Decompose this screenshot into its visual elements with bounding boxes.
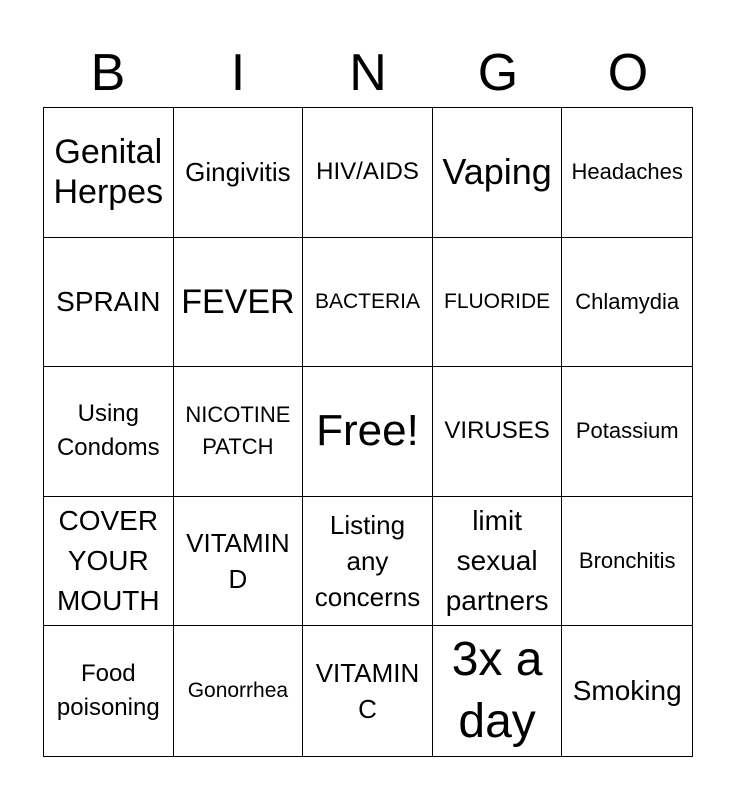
bingo-cell[interactable] <box>562 367 692 497</box>
bingo-cell[interactable] <box>44 367 174 497</box>
cell-text: limit sexual partners <box>445 505 549 617</box>
cell-text: COVER YOUR MOUTH <box>56 505 160 617</box>
bingo-cell[interactable] <box>433 238 563 368</box>
cell-text: Potassium <box>575 418 679 444</box>
bingo-cell[interactable] <box>174 108 304 238</box>
bingo-cell[interactable] <box>433 367 563 497</box>
bingo-cell[interactable] <box>433 497 563 627</box>
bingo-cell[interactable] <box>44 626 174 756</box>
cell-text: VITAMIN D <box>186 528 290 595</box>
bingo-board <box>43 107 693 757</box>
bingo-cell[interactable] <box>44 238 174 368</box>
free-space-text: Free! <box>316 406 419 456</box>
bingo-cell[interactable] <box>303 238 433 368</box>
bingo-cell[interactable] <box>44 108 174 238</box>
cell-text: Using Condoms <box>56 400 160 462</box>
bingo-cell[interactable] <box>433 108 563 238</box>
cell-text: NICOTINE PATCH <box>185 402 291 460</box>
header-letter-n: N <box>349 44 387 102</box>
bingo-cell[interactable] <box>174 238 304 368</box>
bingo-cell[interactable] <box>562 497 692 627</box>
cell-text: Food poisoning <box>56 660 160 722</box>
cell-text: FLUORIDE <box>444 289 551 313</box>
header-letter-i: I <box>230 44 246 102</box>
bingo-cell[interactable] <box>44 497 174 627</box>
cell-text: Smoking <box>572 675 682 707</box>
bingo-cell[interactable] <box>562 108 692 238</box>
bingo-cell[interactable] <box>433 626 563 756</box>
cell-text: BACTERIA <box>314 289 420 313</box>
cell-text: VIRUSES <box>444 417 550 445</box>
cell-text: Gingivitis <box>185 157 291 188</box>
cell-text: Headaches <box>571 159 683 185</box>
bingo-cell[interactable] <box>303 626 433 756</box>
bingo-cell[interactable] <box>174 367 304 497</box>
cell-text: 3x a day <box>451 633 543 749</box>
bingo-header <box>43 40 693 106</box>
header-letter-g: G <box>477 44 519 102</box>
bingo-cell[interactable] <box>174 497 304 627</box>
bingo-cell[interactable] <box>174 626 304 756</box>
cell-text: FEVER <box>181 282 295 321</box>
bingo-cell free-space[interactable] <box>303 367 433 497</box>
bingo-cell[interactable] <box>562 238 692 368</box>
bingo-cell[interactable] <box>562 626 692 756</box>
cell-text: Genital Herpes <box>53 133 164 212</box>
cell-text: Chlamydia <box>575 288 680 314</box>
header-letter-b: B <box>90 44 126 102</box>
header-letter-o: O <box>607 44 649 102</box>
cell-text: Vaping <box>442 151 552 193</box>
cell-text: Bronchitis <box>578 548 676 574</box>
bingo-cell[interactable] <box>303 497 433 627</box>
cell-text: HIV/AIDS <box>316 158 419 186</box>
cell-text: Gonorrhea <box>187 679 289 703</box>
bingo-cell[interactable] <box>303 108 433 238</box>
cell-text: SPRAIN <box>56 285 161 317</box>
cell-text: VITAMIN C <box>315 658 420 725</box>
cell-text: Listing any concerns <box>314 510 421 613</box>
